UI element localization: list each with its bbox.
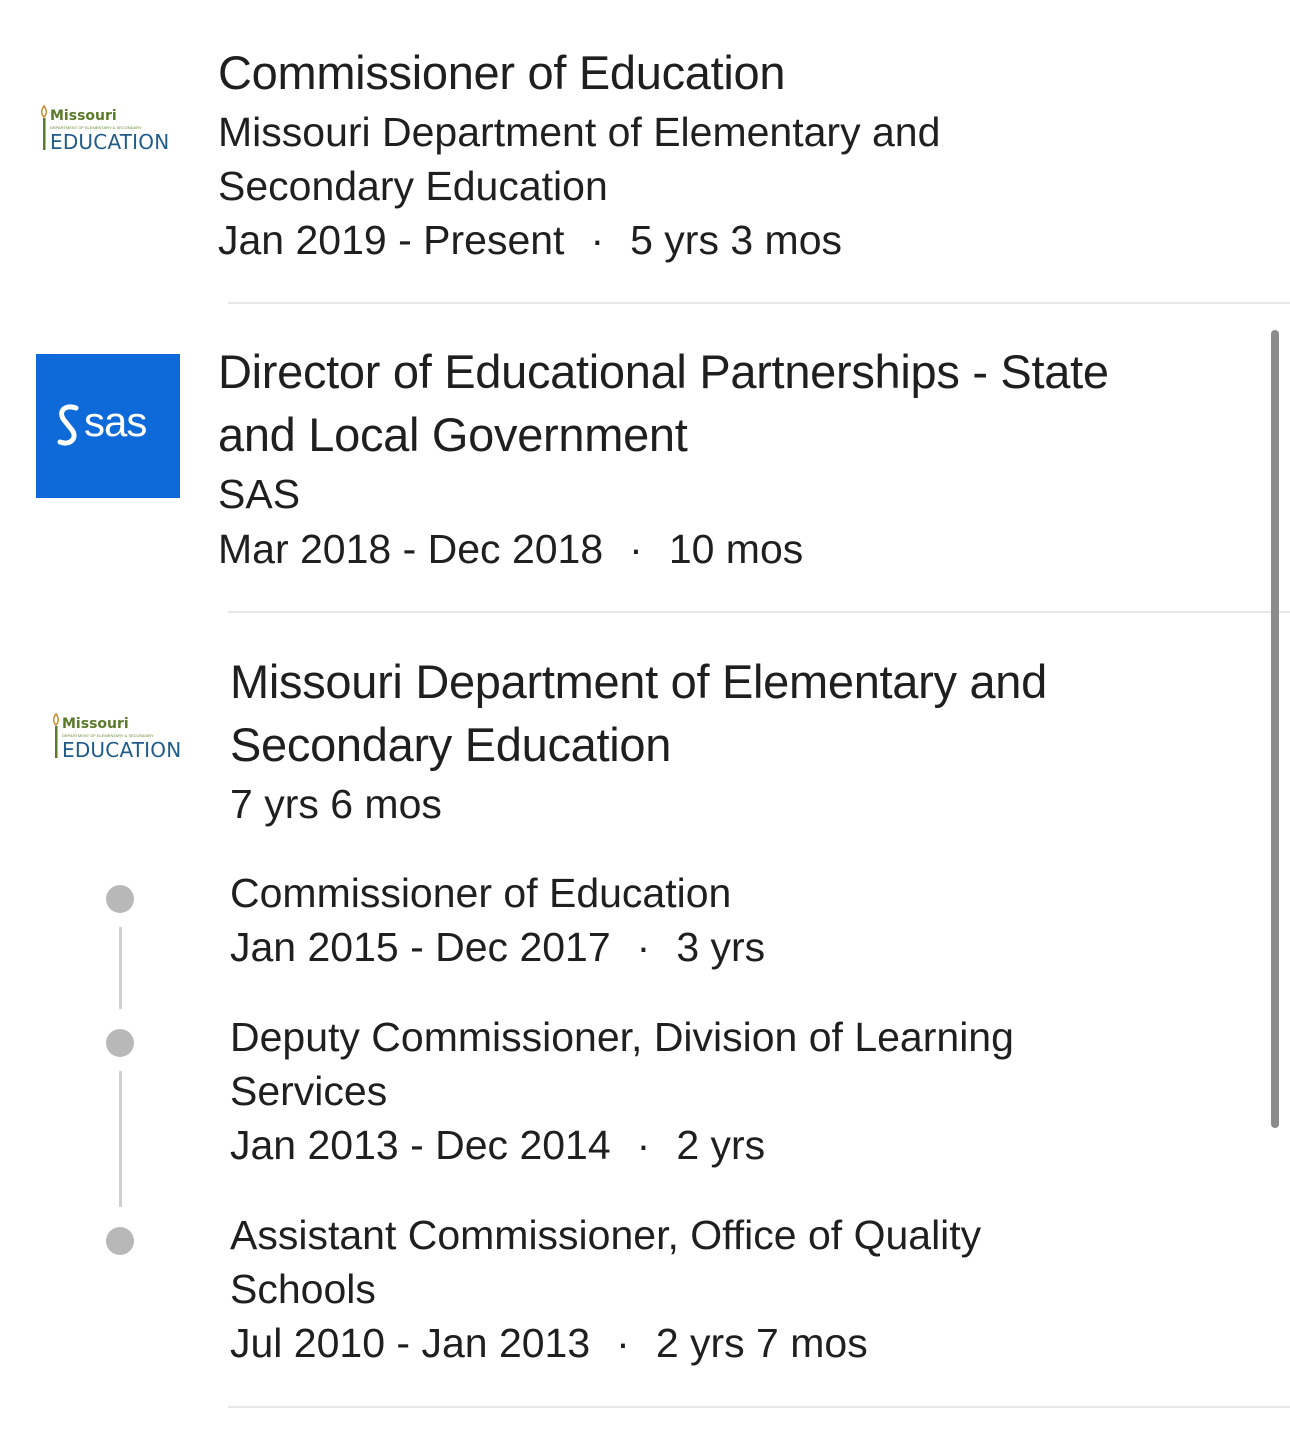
divider xyxy=(228,302,1290,304)
divider xyxy=(228,611,1290,613)
date-range xyxy=(230,920,765,974)
timeline-dot xyxy=(106,1029,134,1057)
torch-icon xyxy=(38,104,50,156)
sas-logo-text: sas xyxy=(84,398,147,445)
date-range xyxy=(218,213,842,267)
job-title[interactable]: Commissioner of Education xyxy=(218,46,786,99)
separator-dot: · xyxy=(636,924,651,970)
scrollbar[interactable] xyxy=(1271,330,1279,1128)
logo-word: Missouri xyxy=(62,716,129,732)
separator-dot: · xyxy=(616,1320,630,1366)
timeline-line xyxy=(119,1071,122,1207)
date-range xyxy=(218,522,803,576)
duration: 5 yrs 3 mos xyxy=(630,217,842,263)
divider xyxy=(228,1406,1290,1408)
role-title-line2[interactable]: Services xyxy=(230,1068,388,1114)
logo-word: Missouri xyxy=(50,108,117,124)
dates: Jan 2019 - Present xyxy=(218,217,565,263)
dates: Jan 2013 - Dec 2014 xyxy=(230,1122,611,1168)
total-duration: 7 yrs 6 mos xyxy=(230,781,442,827)
role-title-line2[interactable]: Schools xyxy=(230,1266,376,1312)
separator-dot: · xyxy=(629,526,643,572)
role-title-line1[interactable]: Assistant Commissioner, Office of Quality xyxy=(230,1212,982,1258)
dates: Jul 2010 - Jan 2013 xyxy=(230,1320,591,1366)
job-title-line2[interactable]: and Local Government xyxy=(218,408,688,461)
logo-tagline: DEPARTMENT OF ELEMENTARY & SECONDARY xyxy=(62,733,154,738)
sas-logo-icon xyxy=(56,404,82,446)
date-range xyxy=(230,1118,765,1172)
date-range xyxy=(230,1316,868,1370)
missouri-education-logo[interactable] xyxy=(48,712,198,772)
sas-logo[interactable] xyxy=(36,354,180,498)
missouri-education-logo[interactable] xyxy=(36,104,186,164)
job-title-line1[interactable]: Director of Educational Partnerships - State xyxy=(218,345,1109,398)
duration: 2 yrs xyxy=(676,1122,766,1168)
dates: Mar 2018 - Dec 2018 xyxy=(218,526,604,572)
timeline-line xyxy=(119,927,122,1009)
company-title-line1[interactable]: Missouri Department of Elementary and xyxy=(230,655,1047,708)
duration: 10 mos xyxy=(668,526,804,572)
logo-tagline: DEPARTMENT OF ELEMENTARY & SECONDARY xyxy=(50,125,142,130)
company-title-line2[interactable]: Secondary Education xyxy=(230,718,672,771)
separator-dot: · xyxy=(636,1122,651,1168)
dates: Jan 2015 - Dec 2017 xyxy=(230,924,611,970)
company-name-line2: Secondary Education xyxy=(218,163,608,209)
duration: 2 yrs 7 mos xyxy=(655,1320,868,1366)
timeline-dot xyxy=(106,1227,134,1255)
company-name-line1: Missouri Department of Elementary and xyxy=(218,109,941,155)
logo-main: EDUCATION xyxy=(62,738,182,762)
duration: 3 yrs xyxy=(676,924,766,970)
logo-main: EDUCATION xyxy=(50,130,170,154)
timeline-dot xyxy=(106,885,134,913)
torch-icon xyxy=(50,712,62,764)
role-title[interactable]: Commissioner of Education xyxy=(230,870,732,916)
separator-dot: · xyxy=(590,217,605,263)
role-title-line1[interactable]: Deputy Commissioner, Division of Learning xyxy=(230,1014,1014,1060)
company-name: SAS xyxy=(218,471,301,517)
